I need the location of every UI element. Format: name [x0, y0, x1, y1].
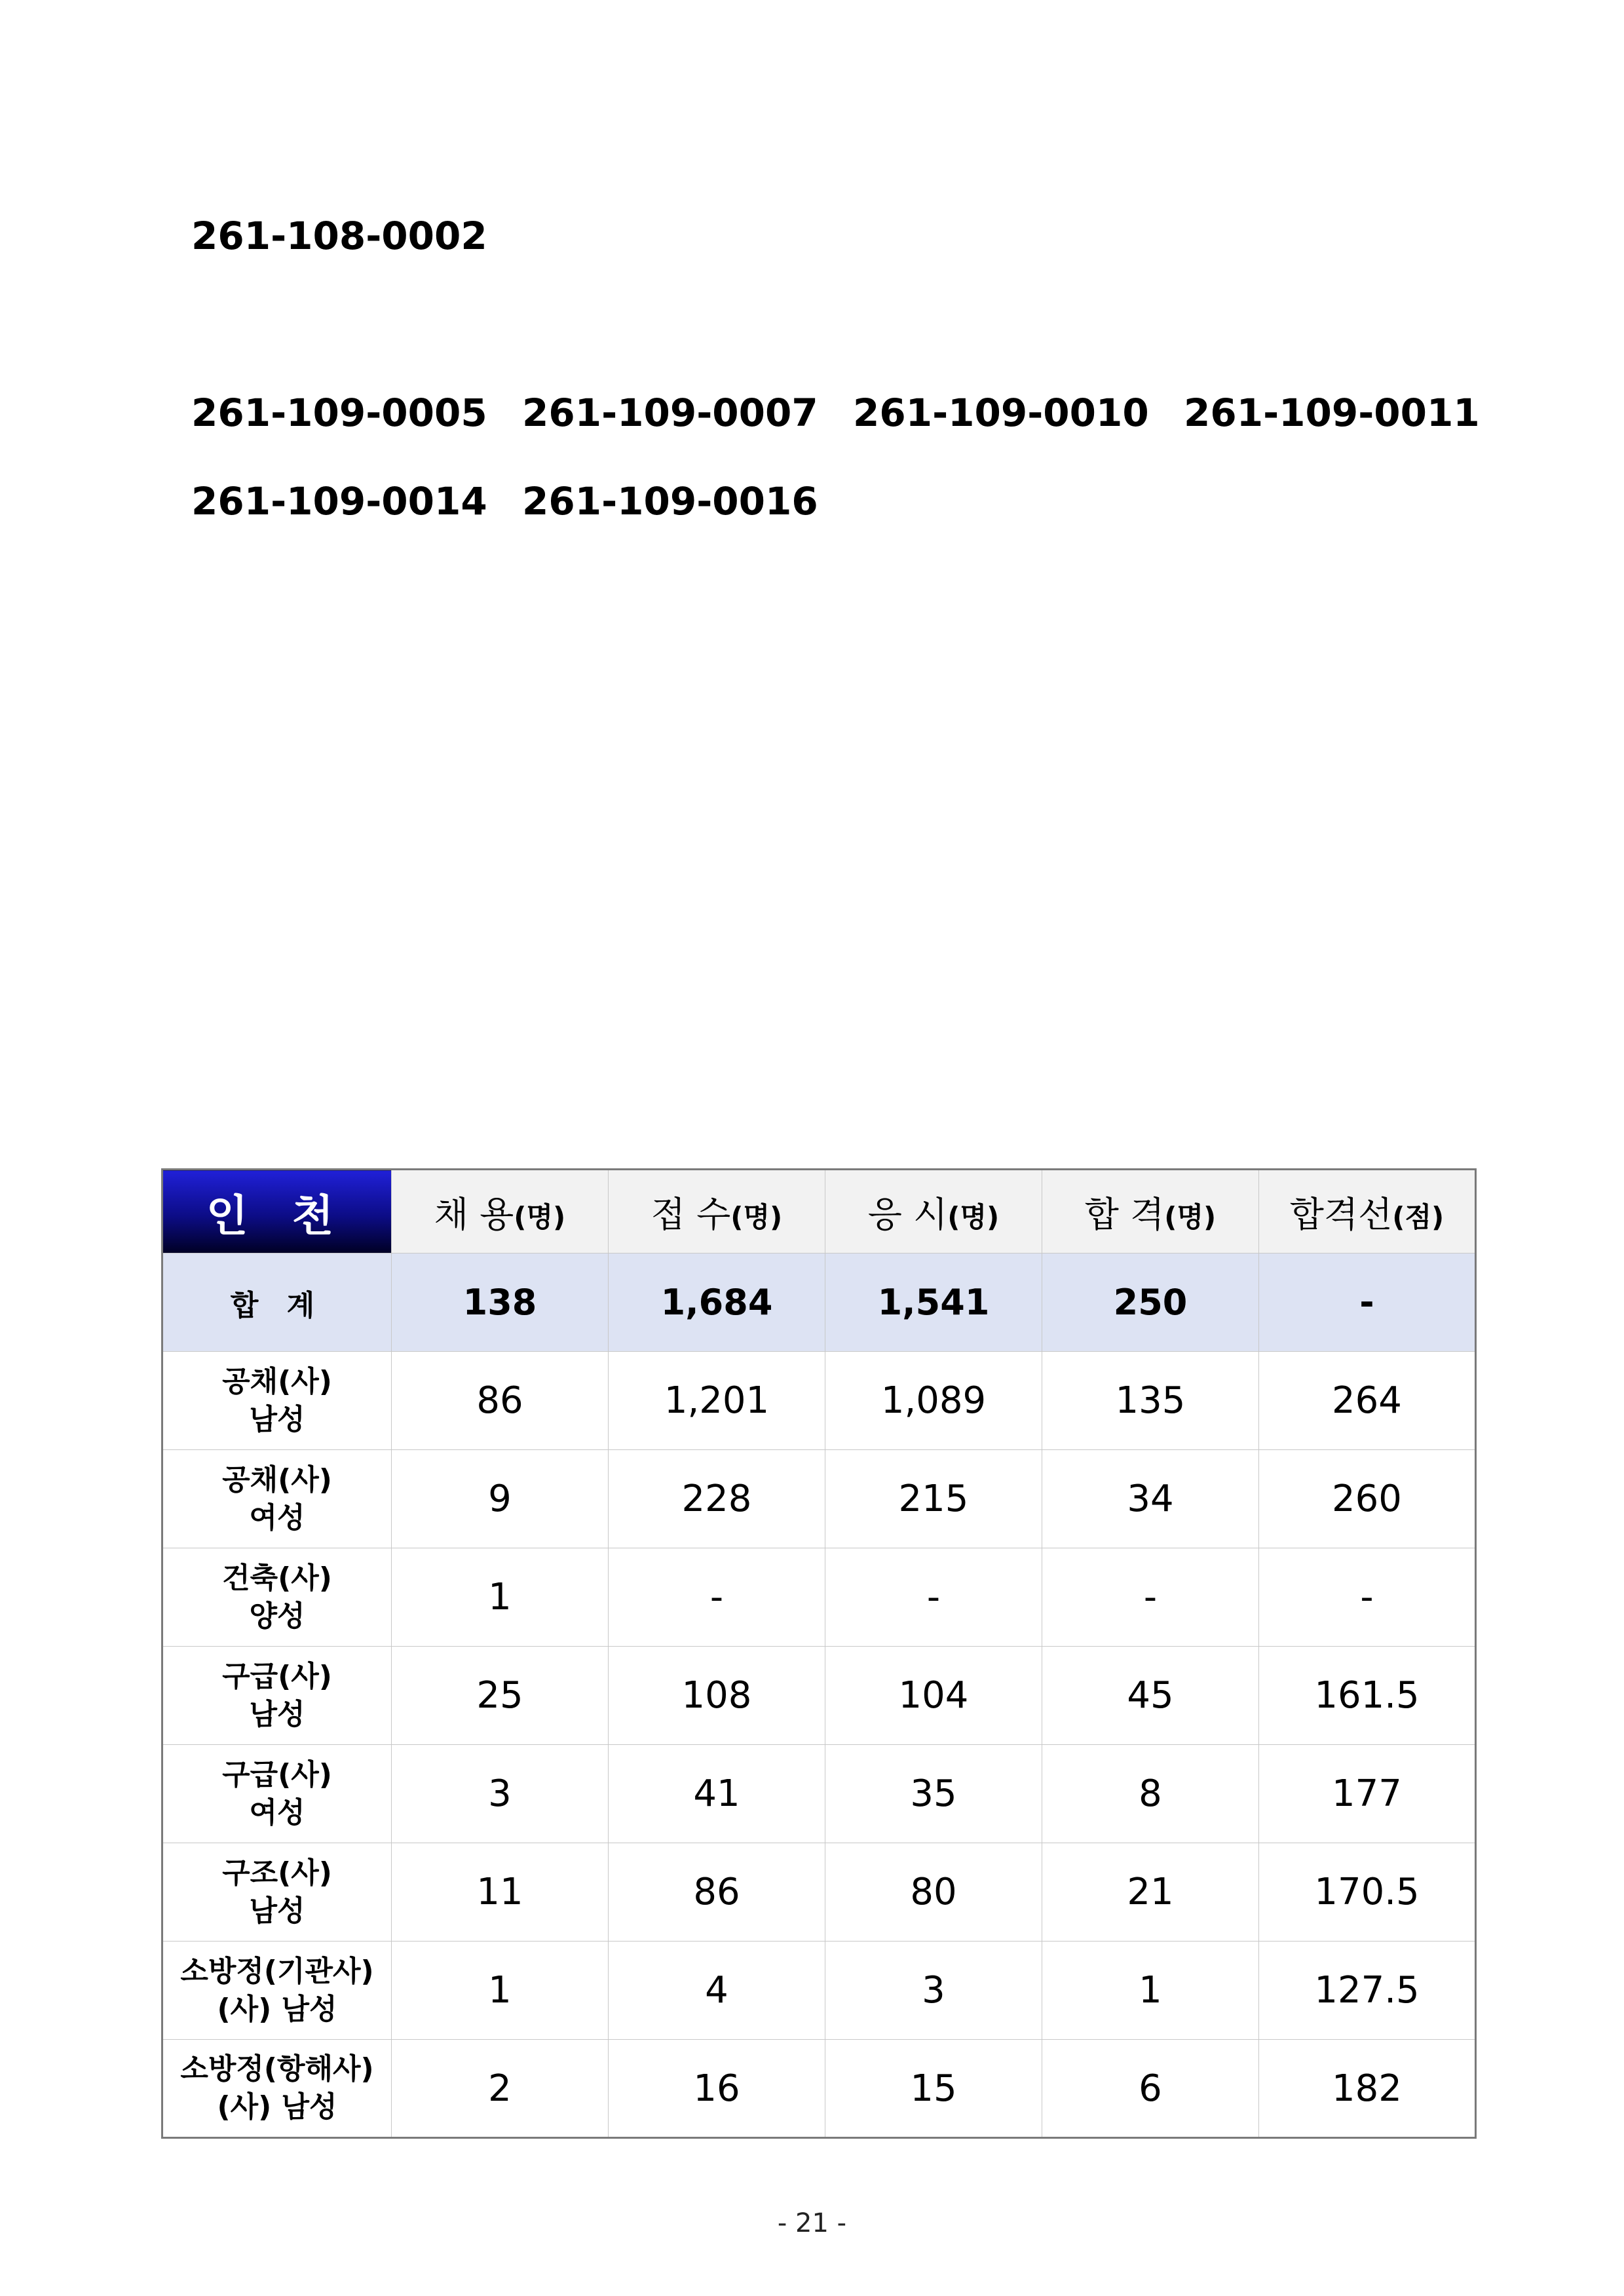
table-cell: 108 [609, 1647, 825, 1745]
table-cell: 1 [392, 1942, 609, 2040]
column-header-applications: 접 수(명) [609, 1170, 825, 1253]
table-cell: 4 [609, 1942, 825, 2040]
table-cell: 16 [609, 2040, 825, 2138]
table-row [162, 1942, 1476, 2040]
table-cell: 1,089 [825, 1352, 1042, 1450]
results-table [161, 1168, 1477, 2139]
table-cell: 6 [1042, 2040, 1259, 2138]
table-cell: 1 [392, 1548, 609, 1647]
table-cell: 127.5 [1259, 1942, 1476, 2040]
table-cell: 34 [1042, 1450, 1259, 1548]
candidate-id: 261-109-0011 [1184, 391, 1480, 435]
table-cell: 45 [1042, 1647, 1259, 1745]
table-cell: 80 [825, 1843, 1042, 1942]
table-cell: 86 [609, 1843, 825, 1942]
table-cell: 177 [1259, 1745, 1476, 1843]
candidate-id: 261-109-0010 [853, 391, 1149, 435]
table-cell: 264 [1259, 1352, 1476, 1450]
total-cell: 1,541 [825, 1253, 1042, 1352]
table-row [162, 2040, 1476, 2138]
table-row [162, 1352, 1476, 1450]
table-row [162, 1647, 1476, 1745]
table-cell: 41 [609, 1745, 825, 1843]
table-cell: 3 [392, 1745, 609, 1843]
table-cell: 2 [392, 2040, 609, 2138]
table-cell: - [1042, 1548, 1259, 1647]
table-row [162, 1450, 1476, 1548]
table-row [162, 1745, 1476, 1843]
row-label: 소방정(항해사) (사) 남성 [162, 2040, 392, 2138]
column-header-examinees: 응 시(명) [825, 1170, 1042, 1253]
row-label: 공채(사) 남성 [162, 1352, 392, 1450]
page-number: - 21 - [777, 2208, 847, 2238]
region-header: 인 천 [162, 1170, 392, 1253]
candidate-id: 261-109-0014 [191, 479, 487, 524]
table-cell: 86 [392, 1352, 609, 1450]
table-cell: 11 [392, 1843, 609, 1942]
total-cell: - [1259, 1253, 1476, 1352]
table-cell: 15 [825, 2040, 1042, 2138]
candidate-id: 261-108-0002 [191, 214, 487, 258]
table-row [162, 1843, 1476, 1942]
candidate-id: 261-109-0007 [522, 391, 818, 435]
id-list-row-3 [191, 478, 853, 524]
total-label: 합 계 [162, 1253, 392, 1352]
total-row [162, 1253, 1476, 1352]
table-cell: 35 [825, 1745, 1042, 1843]
table-cell: 182 [1259, 2040, 1476, 2138]
column-header-passed: 합 격(명) [1042, 1170, 1259, 1253]
total-cell: 250 [1042, 1253, 1259, 1352]
table-cell: 228 [609, 1450, 825, 1548]
table-cell: 1 [1042, 1942, 1259, 2040]
id-list-row-2 [191, 390, 1515, 436]
row-label: 공채(사) 여성 [162, 1450, 392, 1548]
table-cell: 135 [1042, 1352, 1259, 1450]
table-cell: 260 [1259, 1450, 1476, 1548]
table-cell: 21 [1042, 1843, 1259, 1942]
table-cell: - [609, 1548, 825, 1647]
table-cell: 1,201 [609, 1352, 825, 1450]
id-list-row-1 [191, 213, 522, 259]
candidate-id: 261-109-0005 [191, 391, 487, 435]
table-cell: 25 [392, 1647, 609, 1745]
table-cell: - [1259, 1548, 1476, 1647]
candidate-id: 261-109-0016 [522, 479, 818, 524]
total-cell: 1,684 [609, 1253, 825, 1352]
total-cell: 138 [392, 1253, 609, 1352]
table-cell: 8 [1042, 1745, 1259, 1843]
table-cell: 215 [825, 1450, 1042, 1548]
row-label: 소방정(기관사) (사) 남성 [162, 1942, 392, 2040]
table-cell: - [825, 1548, 1042, 1647]
row-label: 구급(사) 남성 [162, 1647, 392, 1745]
column-header-hiring: 채 용(명) [392, 1170, 609, 1253]
table-cell: 9 [392, 1450, 609, 1548]
table-header-row [162, 1170, 1476, 1253]
row-label: 건축(사) 양성 [162, 1548, 392, 1647]
table-cell: 161.5 [1259, 1647, 1476, 1745]
row-label: 구조(사) 남성 [162, 1843, 392, 1942]
table-cell: 104 [825, 1647, 1042, 1745]
table-cell: 3 [825, 1942, 1042, 2040]
table-row [162, 1548, 1476, 1647]
column-header-cutoff: 합격선(점) [1259, 1170, 1476, 1253]
row-label: 구급(사) 여성 [162, 1745, 392, 1843]
table-cell: 170.5 [1259, 1843, 1476, 1942]
